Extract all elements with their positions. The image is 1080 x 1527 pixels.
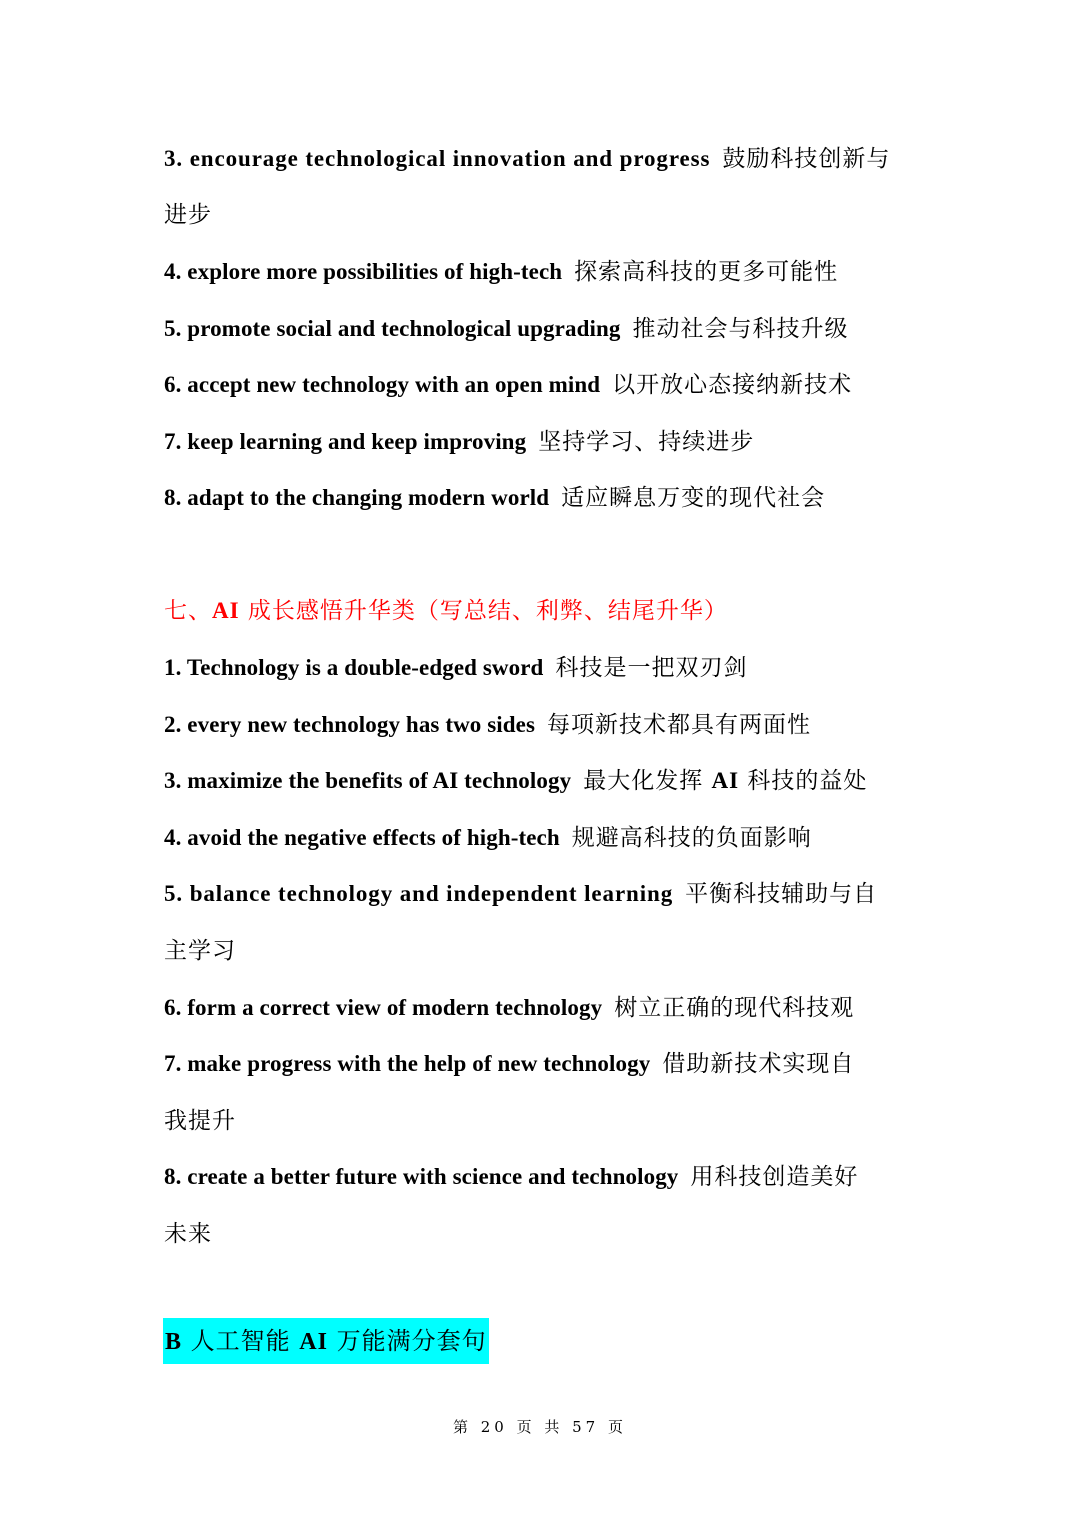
- phrase-chinese: 鼓励科技创新与: [722, 146, 891, 172]
- phrase-english: 7. keep learning and keep improving: [164, 429, 527, 454]
- list-item: [164, 481, 924, 515]
- list-item-continuation: [164, 934, 924, 968]
- phrase-english: 4. explore more possibilities of high-tech: [164, 259, 563, 284]
- list-item-continuation: [164, 1217, 924, 1251]
- phrase-chinese-cont: 进步: [164, 202, 212, 228]
- heading-letter: B: [165, 1329, 183, 1355]
- phrase-chinese-cont: 未来: [164, 1221, 212, 1247]
- phrase-english: 2. every new technology has two sides: [164, 712, 536, 737]
- phrase-chinese: 以开放心态接纳新技术: [612, 372, 853, 398]
- section-heading-prefix: 七、: [164, 598, 212, 624]
- phrase-chinese: 适应瞬息万变的现代社会: [561, 485, 826, 511]
- phrase-chinese: 平衡科技辅助与自: [685, 881, 878, 907]
- list-item: [164, 1047, 924, 1081]
- phrase-english: 6. accept new technology with an open mind: [164, 372, 601, 397]
- list-item: [164, 255, 924, 289]
- section-heading-text: 成长感悟升华类（写总结、利弊、结尾升华）: [239, 598, 728, 624]
- phrase-chinese: [583, 768, 867, 794]
- heading-ai: AI: [299, 1329, 328, 1355]
- section-heading: [164, 594, 728, 628]
- phrase-chinese-cont: 主学习: [164, 938, 236, 964]
- heading-text-1: 人工智能: [182, 1327, 300, 1355]
- page-number-footer: 第 20 页 共 57 页: [452, 1418, 627, 1436]
- phrase-chinese-after: 科技的益处: [739, 768, 868, 794]
- list-item: [164, 368, 924, 402]
- phrase-english: 5. balance technology and independent learning: [164, 881, 674, 906]
- list-item: [164, 651, 924, 685]
- phrase-english: 3. maximize the benefits of AI technology: [164, 768, 572, 793]
- phrase-chinese: 用科技创造美好: [690, 1164, 859, 1190]
- phrase-chinese-before: 最大化发挥: [583, 768, 712, 794]
- phrase-english: 1. Technology is a double-edged sword: [164, 655, 544, 680]
- phrase-chinese: 借助新技术实现自: [662, 1051, 855, 1077]
- phrase-chinese: 探索高科技的更多可能性: [574, 259, 839, 285]
- list-item: [164, 877, 924, 911]
- phrase-english: 8. adapt to the changing modern world: [164, 485, 550, 510]
- phrase-chinese-cont: 我提升: [164, 1108, 236, 1134]
- list-item: [164, 821, 924, 855]
- phrase-english: 4. avoid the negative effects of high-tech: [164, 825, 560, 850]
- phrase-english: 6. form a correct view of modern technology: [164, 995, 603, 1020]
- list-item: [164, 142, 924, 176]
- highlighted-heading: [163, 1318, 489, 1364]
- heading-text-2: 万能满分套句: [327, 1327, 487, 1355]
- list-item: [164, 991, 924, 1025]
- list-item: [164, 764, 924, 798]
- phrase-english: 7. make progress with the help of new technology: [164, 1051, 651, 1076]
- phrase-chinese: 每项新技术都具有两面性: [547, 712, 812, 738]
- phrase-english: 8. create a better future with science and technology: [164, 1164, 679, 1189]
- phrase-chinese: 树立正确的现代科技观: [614, 995, 855, 1021]
- list-item: [164, 708, 924, 742]
- phrase-english: 3. encourage technological innovation and progress: [164, 146, 711, 171]
- list-item-continuation: [164, 1104, 924, 1138]
- list-item: [164, 1160, 924, 1194]
- section-heading-ai: AI: [212, 598, 240, 623]
- phrase-chinese: 科技是一把双刃剑: [555, 655, 748, 681]
- phrase-chinese-ai: AI: [711, 768, 740, 793]
- list-item-continuation: [164, 198, 924, 232]
- phrase-chinese: 推动社会与科技升级: [632, 316, 849, 342]
- phrase-chinese: 规避高科技的负面影响: [571, 825, 812, 851]
- phrase-english: 5. promote social and technological upgrading: [164, 316, 621, 341]
- phrase-chinese: 坚持学习、持续进步: [538, 429, 755, 455]
- list-item: [164, 312, 924, 346]
- list-item: [164, 425, 924, 459]
